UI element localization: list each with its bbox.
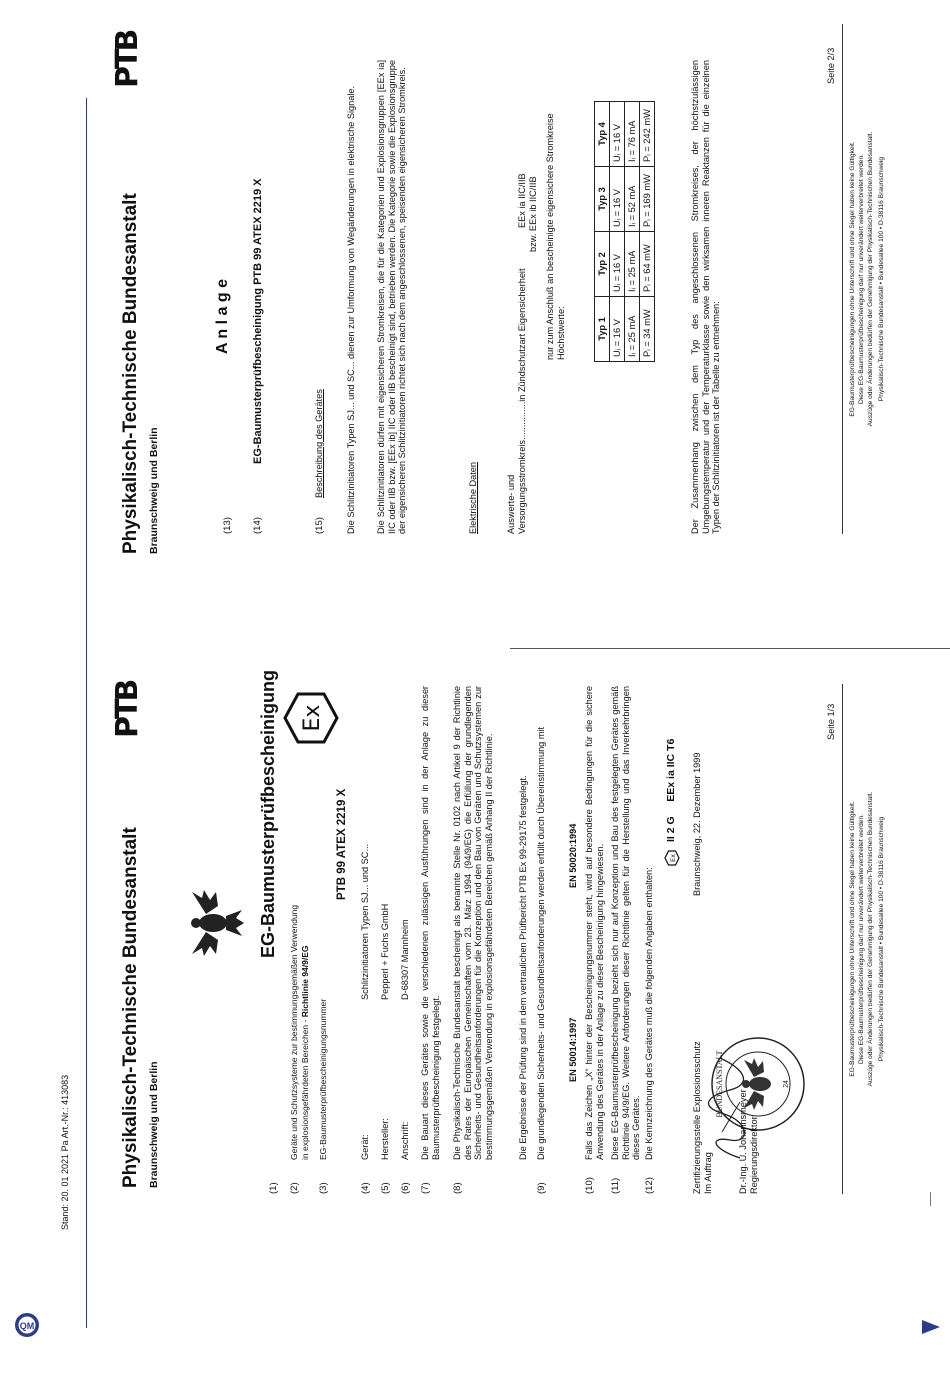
p1-footer-line-3: Auszüge oder Änderungen bedürfen der Genehmigung der Physikalisch-Technischen Bundesanstalt. [867, 791, 874, 1087]
svg-text:QM: QM [19, 1321, 35, 1331]
p1-num-4: (4) [360, 1182, 371, 1194]
table-cell: Pᵢ = 34 mW [640, 297, 655, 362]
table-row [625, 102, 640, 362]
p1-footer [848, 684, 886, 1194]
p2-prot-2: bzw. EEx ib IIC/IIB [528, 176, 538, 252]
p1-sig-auftrag: Im Auftrag [703, 1152, 713, 1194]
svg-text:Ex: Ex [669, 854, 677, 862]
p1-sig-name: Dr.-Ing. U. Johannsmeyer [738, 1089, 748, 1194]
p1-text-8: Die Physikalisch-Technische Bundesanstalt bescheinigt als benannte Stelle Nr. 0102 nach Artikel 9 der Richtlinie des Rates der Europäischen Gemeinschaften vom 23. März 1994 (94/9/EG) die Erfüllung der grundlegenden Sicherheits- und Gesundheitsanforderungen für die Konzeption und den Bau von Geräten und Schutzsystemen zur bestimmungsgemäßen Verwendung in explosionsgefährdeten Bereichen gemäß Anhang II der Richtlinie. [452, 686, 494, 1160]
p2-conn-2: Höchstwerte: [556, 306, 566, 360]
p2-desc-heading: Beschreibung des Gerätes [314, 389, 324, 498]
p1-text-3: EG-Baumusterprüfbescheinigungsnummer [318, 998, 328, 1160]
p2-ptb-logo: PTB [110, 31, 145, 88]
p2-org-name: Physikalisch-Technische Bundesanstalt [120, 193, 141, 554]
table-cell: Uᵢ = 16 V [610, 102, 625, 167]
p1-org-location: Braunschweig und Berlin [148, 1061, 160, 1188]
p2-supply-1: Auswerte- und [506, 474, 516, 534]
p2-relation-text: Der Zusammenhang zwischen dem Typ des angeschlossenen Stromkreises, der höchstzulässigen Umgebungstemperatur und der Temperaturklasse sowie den wirksamen inneren Reaktanzen für die einzelnen Typen der Schlitzinitiatoren ist der Tabelle zu entnehmen: [690, 60, 722, 534]
p2-footer-line-1: EG-Baumusterprüfbescheinigungen ohne Unterschrift und ohne Siegel haben keine Gültigkeit. [849, 141, 856, 417]
p2-num-13: (13) [222, 517, 233, 534]
table-row [640, 102, 655, 362]
p1-num-12: (12) [644, 1177, 655, 1194]
p2-num-15: (15) [314, 517, 325, 534]
p2-desc-2: Die Schlitzinitiatoren dürfen mit eigensicheren Stromkreisen, die für die Kategorien und Explosionsgruppen [EEx ia] IIC oder IIB bzw. [EEx ib] IIC oder IIB bescheinigt sind, betrieben werden. Die Kategorie sowie die Explosionsgruppe der eigensicheren Schlitzinitiatoren richtet sich nach dem angeschlossenen, speisenden eigensicheren Stromkreis. [376, 60, 408, 534]
p2-num-14: (14) [252, 517, 263, 534]
p1-num-11: (11) [610, 1177, 621, 1194]
table-header: Typ 1 [595, 297, 610, 362]
p1-cert-number: PTB 99 ATEX 2219 X [336, 788, 348, 900]
p1-text-8b: Die Ergebnisse der Prüfung sind in dem vertraulichen Prüfbericht PTB Ex 99-29175 festgelegt. [518, 775, 528, 1160]
p1-label-5: Hersteller: [380, 1118, 390, 1160]
p2-desc-1: Die Schlitzinitiatoren Typen SJ... und SC... dienen zur Umformung von Wegänderungen in elektrische Signale. [346, 85, 356, 534]
p2-anlage: A n l a g e [214, 279, 231, 354]
p1-num-8: (8) [452, 1182, 463, 1194]
p1-footer-line-2: Diese EG-Baumusterprüfbescheinigung darf nur unverändert weiterverbreitet werden. [858, 814, 865, 1064]
svg-text:24: 24 [783, 1080, 790, 1088]
p1-text-11: Diese EG-Baumusterprüfbescheinigung bezieht sich nur auf Konzeption und Bau des festgelegten Gerätes gemäß Richtlinie 94/9/EG. Weitere Anforderungen dieser Richtlinie gelten für die Herstellung und das Inverkehrbringen dieses Gerätes. [610, 686, 642, 1160]
p1-text-10: Falls das Zeichen „X“ hinter der Bescheinigungsnummer steht, wird auf besondere Bedingungen für die sichere Anwendung des Gerätes in der Anlage zu dieser Bescheinigung hingewiesen. [584, 686, 605, 1160]
p2-elec-heading: Elektrische Daten [468, 461, 478, 534]
p1-label-6: Anschrift: [400, 1121, 410, 1160]
table-cell: Iᵢ = 52 mA [625, 167, 640, 232]
p1-page-number: Seite 1/3 [826, 703, 836, 740]
p1-num-9: (9) [536, 1182, 547, 1194]
p1-footer-line-4: Physikalisch-Technische Bundesanstalt • Bundesallee 100 • D-38116 Braunschweig [878, 816, 885, 1062]
table-cell: Pᵢ = 64 mW [640, 232, 655, 297]
p1-marking: II 2 G EEx ia IIC T6 [665, 738, 677, 842]
table-header: Typ 4 [595, 102, 610, 167]
table-cell: Uᵢ = 16 V [610, 232, 625, 297]
table-cell: Uᵢ = 16 V [610, 167, 625, 232]
p1-num-1: (1) [268, 1182, 279, 1194]
p1-value-4: Schlitzinitiatoren Typen SJ... und SC... [360, 843, 370, 1000]
p1-doc-title: EG-Baumusterprüfbescheinigung [258, 669, 278, 958]
table-cell: Iᵢ = 25 mA [625, 232, 640, 297]
p1-ptb-logo: PTB [110, 681, 145, 738]
table-header: Typ 3 [595, 167, 610, 232]
p1-footer-rule [842, 684, 843, 1194]
table-header: Typ 2 [595, 232, 610, 297]
p2-supply-2: Versorgungsstromkreis...............in Zündschutzart Eigensicherheit [517, 268, 527, 534]
p1-label-4: Gerät: [360, 1134, 370, 1160]
p2-footer-rule [842, 24, 843, 534]
p2-page-number: Seite 2/3 [826, 47, 836, 84]
p1-text-12: Die Kennzeichnung des Gerätes muß die folgenden Angaben enthalten: [644, 867, 654, 1160]
table-cell: Pᵢ = 169 mW [640, 167, 655, 232]
p1-sig-title: Regierungsdirektor [749, 1116, 759, 1194]
p1-standard-1: EN 50014:1997 [568, 1017, 578, 1082]
p1-text-9: Die grundlegenden Sicherheits- und Gesundheitsanforderungen werden erfüllt durch Übereinstimmung mit [536, 726, 546, 1160]
stand-line: Stand: 20. 01 2021 Pa Art.-Nr.: 413083 [60, 1074, 70, 1230]
p2-prot-1: EEx ia IIC/IIB [517, 173, 527, 228]
table-header-row [595, 102, 610, 362]
p1-num-2: (2) [289, 1182, 300, 1194]
table-cell: Iᵢ = 25 mA [625, 297, 640, 362]
table-cell: Uᵢ = 16 V [610, 297, 625, 362]
p2-footer-line-2: Diese EG-Baumusterprüfbescheinigung darf nur unverändert weiterverbreitet werden. [858, 154, 865, 404]
p2-footer [848, 24, 886, 534]
p1-num-3: (3) [318, 1182, 329, 1194]
p1-footer-line-1: EG-Baumusterprüfbescheinigungen ohne Unterschrift und ohne Siegel haben keine Gültigkeit. [849, 801, 856, 1077]
p1-text-7: Die Bauart dieses Gerätes sowie die verschiedenen zulässigen Ausführungen sind in der Anlage zu dieser Baumusterprüfbescheinigung festgelegt. [420, 686, 441, 1160]
p1-value-6: D-68307 Mannheim [400, 919, 410, 1000]
p1-place-date: Braunschweig, 22. Dezember 1999 [692, 752, 702, 896]
p1-num-7: (7) [420, 1182, 431, 1194]
eagle-emblem [178, 888, 253, 958]
p2-org-location: Braunschweig und Berlin [148, 427, 160, 554]
p1-standard-2: EN 50020:1994 [568, 823, 578, 888]
official-seal [708, 1034, 813, 1134]
p2-conn-1: nur zum Anschluß an bescheinigte eigensichere Stromkreise [545, 113, 555, 360]
table-row [610, 102, 625, 362]
p2-cert-line: EG-Baumusterprüfbescheinigung PTB 99 ATEX 2219 X [252, 178, 264, 464]
p2-footer-line-3: Auszüge oder Änderungen bedürfen der Genehmigung der Physikalisch-Technischen Bundesanstalt. [867, 131, 874, 427]
svg-text:BUNDESANSTALT: BUNDESANSTALT [715, 1050, 724, 1118]
p1-text-2b: in explosionsgefährdeten Bereichen - Richtlinie 94/9/EG [300, 945, 310, 1160]
p1-num-5: (5) [380, 1182, 391, 1194]
p1-marking-ex-icon [664, 850, 685, 866]
p2-max-values-table [594, 101, 655, 362]
p1-num-10: (10) [584, 1177, 595, 1194]
table-cell: Pᵢ = 242 mW [640, 102, 655, 167]
p1-org-name: Physikalisch-Technische Bundesanstalt [120, 827, 141, 1188]
svg-text:Ex: Ex [300, 704, 325, 732]
p1-value-5: Pepperl + Fuchs GmbH [380, 903, 390, 1000]
p1-sig-unit: Zertifizierungsstelle Explosionsschutz [692, 1041, 702, 1194]
ex-hexagon-icon [283, 690, 344, 746]
p2-footer-line-4: Physikalisch-Technische Bundesanstalt • Bundesallee 100 • D-38116 Braunschweig [878, 156, 885, 402]
p1-num-6: (6) [400, 1182, 411, 1194]
p1-text-2a: Geräte und Schutzsysteme zur bestimmungsgemäßen Verwendung [289, 904, 299, 1160]
table-cell: Iᵢ = 76 mA [625, 102, 640, 167]
